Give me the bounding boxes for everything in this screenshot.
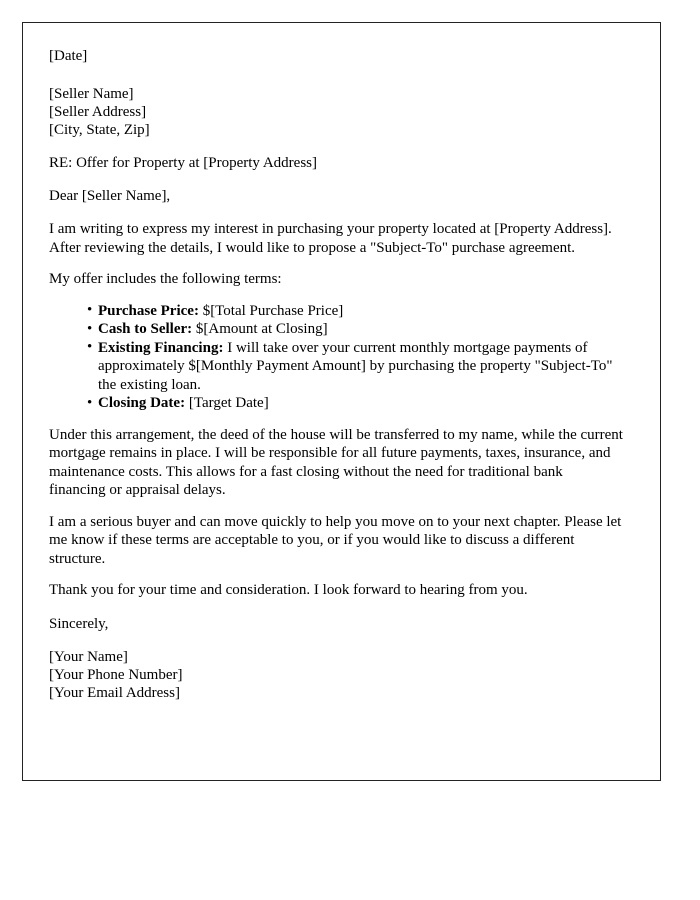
signature-phone: [Your Phone Number] <box>49 666 183 683</box>
date-line: [Date] <box>49 48 88 64</box>
terms-list <box>49 302 623 413</box>
list-item <box>87 394 623 413</box>
spacer-before-terms <box>49 289 623 302</box>
subject-line: RE: Offer for Property at [Property Address] <box>49 155 317 171</box>
list-item <box>87 339 623 395</box>
paragraph-arrangement: Under this arrangement, the deed of the house will be transferred to my name, while the current mortgage remains in place. I will be responsible for all future payments, taxes, insurance, and maintenance costs. This allows for a fast closing without the need for traditional bank financing or appraisal delays. <box>49 426 623 498</box>
spacer-after-salutation <box>49 205 623 220</box>
term-value: [Target Date] <box>185 395 269 411</box>
signature-name: [Your Name] <box>49 648 128 665</box>
spacer-after-date <box>49 65 623 85</box>
term-label: Existing Financing: <box>98 339 224 356</box>
spacer-after-arrangement <box>49 500 623 513</box>
spacer-before-closing <box>49 600 623 615</box>
term-label: Cash to Seller: <box>98 321 193 337</box>
recipient-city-state-zip: [City, State, Zip] <box>49 122 150 138</box>
spacer-after-terms <box>49 413 623 426</box>
spacer-after-recipient <box>49 139 623 154</box>
term-value: $[Total Purchase Price] <box>198 302 344 319</box>
list-item <box>87 302 623 321</box>
letter-content <box>49 47 623 702</box>
terms-lead-in: My offer includes the following terms: <box>49 271 282 287</box>
paragraph-buyer: I am a serious buyer and can move quickly to help you move on to your next chapter. Please let me know if these terms are acceptable to you, or if you would like to discuss a different structure. <box>49 513 622 567</box>
recipient-address-block <box>49 85 623 139</box>
spacer-after-buyer <box>49 568 623 581</box>
term-value: $[Amount at Closing] <box>192 321 328 337</box>
paragraph-thanks: Thank you for your time and consideration. I look forward to hearing from you. <box>49 582 528 598</box>
closing-salutation: Sincerely, <box>49 615 109 632</box>
recipient-address: [Seller Address] <box>49 104 147 120</box>
spacer-after-intro <box>49 257 623 270</box>
spacer-after-subject <box>49 172 623 187</box>
term-label: Purchase Price: <box>98 302 199 319</box>
list-item <box>87 320 623 339</box>
spacer-after-closing <box>49 633 623 648</box>
letter-document-frame <box>22 22 661 781</box>
term-value: I will take over your current monthly mortgage payments of approximately $[Monthly Payment Amount] by purchasing the property "Subject-To" the existing loan. <box>98 339 613 393</box>
salutation: Dear [Seller Name], <box>49 188 171 204</box>
paragraph-intro: I am writing to express my interest in purchasing your property located at [Property Address]. After reviewing the details, I would like to propose a "Subject-To" purchase agreement. <box>49 221 612 256</box>
signature-email: [Your Email Address] <box>49 684 180 701</box>
term-label: Closing Date: <box>98 395 186 411</box>
recipient-name: [Seller Name] <box>49 86 134 102</box>
signature-block <box>49 648 623 702</box>
